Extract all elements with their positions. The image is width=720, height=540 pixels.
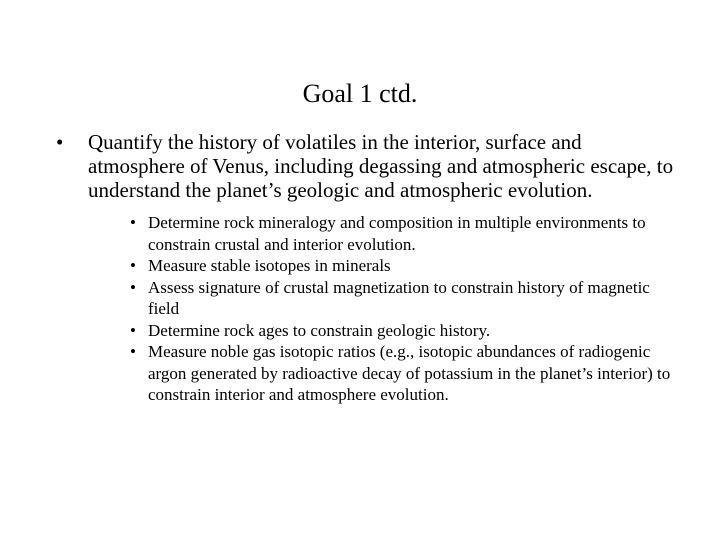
main-bullet-list	[56, 130, 676, 406]
bullet-icon: •	[130, 256, 136, 275]
sub-bullet-item	[130, 341, 676, 406]
sub-bullet-item	[130, 277, 676, 320]
bullet-icon: •	[56, 130, 64, 154]
bullet-icon: •	[130, 342, 136, 361]
main-bullet-text: Quantify the history of volatiles in the interior, surface and atmosphere of Venus, including degassing and atmospheric escape, to understand the planet’s geologic and atmospheric evolution.	[88, 130, 674, 202]
sub-bullet-item	[130, 255, 676, 277]
sub-bullet-text: Determine rock ages to constrain geologic history.	[148, 320, 491, 340]
bullet-icon: •	[130, 320, 136, 340]
sub-bullet-text: Measure stable isotopes in minerals	[148, 256, 391, 275]
sub-bullet-text: Assess signature of crustal magnetization to constrain history of magnetic field	[148, 277, 650, 318]
sub-bullet-item	[130, 320, 676, 342]
bullet-icon: •	[130, 277, 136, 297]
sub-bullet-text: Measure noble gas isotopic ratios (e.g., isotopic abundances of radiogenic argon generated by radioactive decay of potassium in the planet’s interior) to constrain interior and atmosphere evolution.	[148, 342, 671, 404]
bullet-icon: •	[130, 213, 136, 232]
sub-bullet-list	[88, 212, 676, 406]
main-bullet-item	[56, 130, 676, 406]
slide-title: Goal 1 ctd.	[302, 79, 418, 108]
sub-bullet-text: Determine rock mineralogy and composition in multiple environments to constrain crustal and interior evolution.	[148, 213, 646, 254]
sub-bullet-item	[130, 212, 676, 255]
